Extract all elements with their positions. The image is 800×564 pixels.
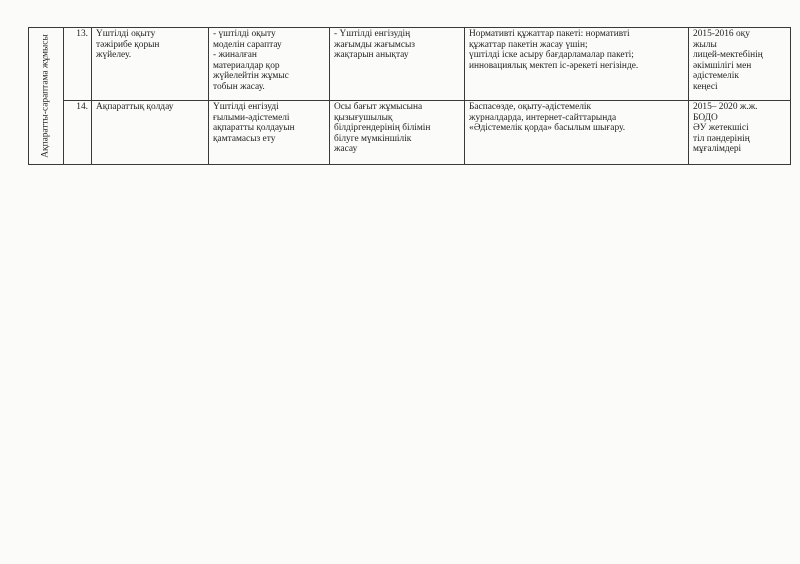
table-row bbox=[29, 101, 791, 165]
table-row bbox=[29, 28, 791, 101]
direction-cell: Ақпараттық қолдау bbox=[92, 101, 209, 165]
executor-cell: 2015– 2020 ж.ж. БОДО ӘУ жетекшісі тіл пәндерінің мұғалімдері bbox=[689, 101, 791, 165]
activity-cell: - үштілді оқыту моделін сараптау - жиналған материалдар қор жүйелейтін жұмыс тобын жасау. bbox=[209, 28, 330, 101]
goal-cell: - Үштілді енгізудің жағымды жағымсыз жақтарын анықтау bbox=[330, 28, 465, 101]
plan-table bbox=[28, 27, 791, 165]
executor-cell: 2015-2016 оқу жылы лицей-мектебінің әкімшілігі мен әдістемелік кеңесі bbox=[689, 28, 791, 101]
row-number: 14. bbox=[64, 101, 92, 165]
section-label: Ақпаратты-сараптама жұмысы bbox=[40, 34, 51, 158]
goal-cell: Осы бағыт жұмысына қызығушылық білдіргендерінің білімін білуге мүмкіншілік жасау bbox=[330, 101, 465, 165]
section-cell bbox=[29, 28, 64, 165]
activity-cell: Үштілді енгізуді ғылыми-әдістемелі ақпаратты қолдауын қамтамасыз ету bbox=[209, 101, 330, 165]
result-cell: Баспасөзде, оқыту-әдістемелік журналдарда, интернет-сайттарында «Әдістемелік қорда» басылым шығару. bbox=[465, 101, 689, 165]
direction-cell: Үштілді оқыту тәжірибе қорын жүйелеу. bbox=[92, 28, 209, 101]
row-number: 13. bbox=[64, 28, 92, 101]
result-cell: Нормативті құжаттар пакеті: нормативті құжаттар пакетін жасау үшін; үштілді іске асыру бағдарламалар пакеті; инновациялық мектеп іс-әрекеті негізінде. bbox=[465, 28, 689, 101]
